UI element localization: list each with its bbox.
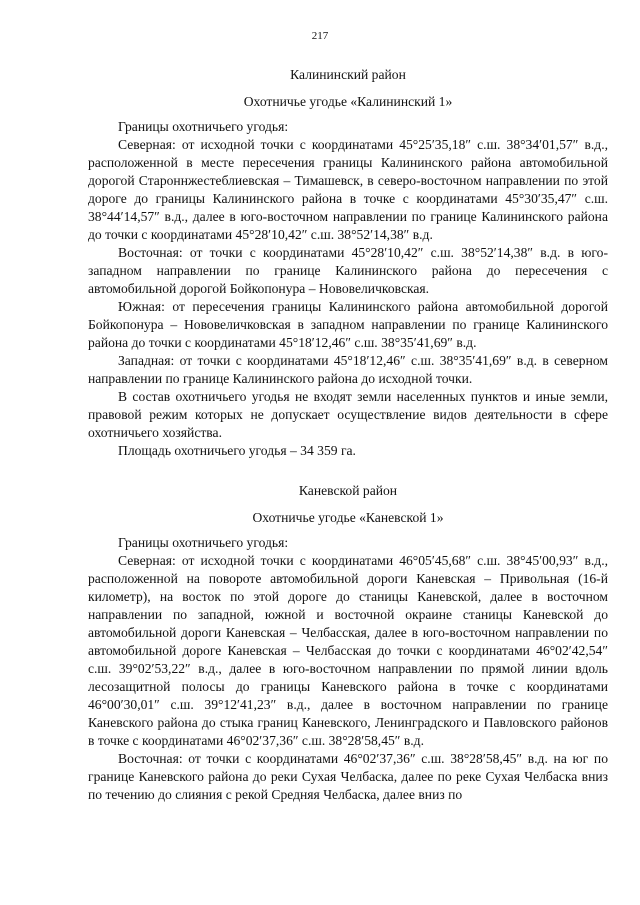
section-kanevskoy [88,482,608,804]
border-north: Северная: от исходной точки с координатами 45°25′35,18″ с.ш. 38°34′01,57″ в.д., расположенной в месте пересечения границы Калининского района автомобильной дорогой Староннжестеблиевская – Тимашевск, в северо-восточном направлении по этой дороге до границы Калининского района в точке с координатами 45°30′35,47″ с.ш. 38°44′14,57″ в.д., далее в юго-восточном направлении по границе Калининского района до точки с координатами 45°28′10,42″ с.ш. 38°52′14,38″ в.д. [88,137,608,242]
border-east: Восточная: от точки с координатами 45°28′10,42″ с.ш. 38°52′14,38″ в.д. в юго-западном направлении по границе Калининского района до пересечения с автомобильной дорогой Бойкопонура – Нововеличковская. [88,245,608,296]
district-heading: Калининский район [290,67,406,82]
hunting-area-heading: Охотничье угодье «Каневской 1» [252,510,444,525]
district-heading: Каневской район [298,483,398,498]
borders-label: Границы охотничьего угодья: [118,119,289,134]
border-west: Западная: от точки с координатами 45°18′12,46″ с.ш. 38°35′41,69″ в.д. в северном направлении по границе Калининского района до исходной точки. [88,353,608,386]
borders-label: Границы охотничьего угодья: [118,535,289,550]
exclusions-paragraph: В состав охотничьего угодья не входят земли населенных пунктов и иные земли, правовой режим которых не допускает осуществление видов деятельности в сфере охотничьего хозяйства. [88,389,608,440]
border-east: Восточная: от точки с координатами 46°02′37,36″ с.ш. 38°28′58,45″ в.д. на юг по границе Каневского района до реки Сухая Челбаска, далее по реке Сухая Челбаска вниз по течению до слияния с рекой Средняя Челбаска, далее вниз по [88,751,608,802]
area-size-paragraph: Площадь охотничьего угодья – 34 359 га. [118,443,356,458]
hunting-area-heading: Охотничье угодье «Калининский 1» [243,94,453,109]
section-kalininsky [88,66,608,460]
page-number: 217 [311,30,329,42]
border-south: Южная: от пересечения границы Калининского района автомобильной дорогой Бойкопонура – Нововеличковская в западном направлении по границе Калининского района до точки с координатами 45°18′12,46″ с.ш. 38°35′41,69″ в.д. [88,299,608,350]
border-north: Северная: от исходной точки с координатами 46°05′45,68″ с.ш. 38°45′00,93″ в.д., расположенной на повороте автомобильной дороги Каневская – Привольная (16-й километр), на восток по этой дороге до станицы Каневской, далее в восточном направлении по западной, южной и восточной окраине станицы Каневской до автомобильной дороги Каневская – Челбасская, далее в юго-восточном направлении по автомобильной дороге Каневская – Челбасская до точки с координатами 46°02′42,54″ с.ш. 39°02′53,22″ в.д., далее в юго-восточном направлении по прямой линии вдоль лесозащитной полосы до границы Каневского района в точке с координатами 46°00′30,01″ с.ш. 39°12′41,23″ в.д., далее в восточном направлении по границе Каневского района до стыка границ Каневского, Ленинградского и Павловского районов в точке с координатами 46°02′37,36″ с.ш. 38°28′58,45″ в.д. [88,553,608,748]
document-body [88,66,608,804]
